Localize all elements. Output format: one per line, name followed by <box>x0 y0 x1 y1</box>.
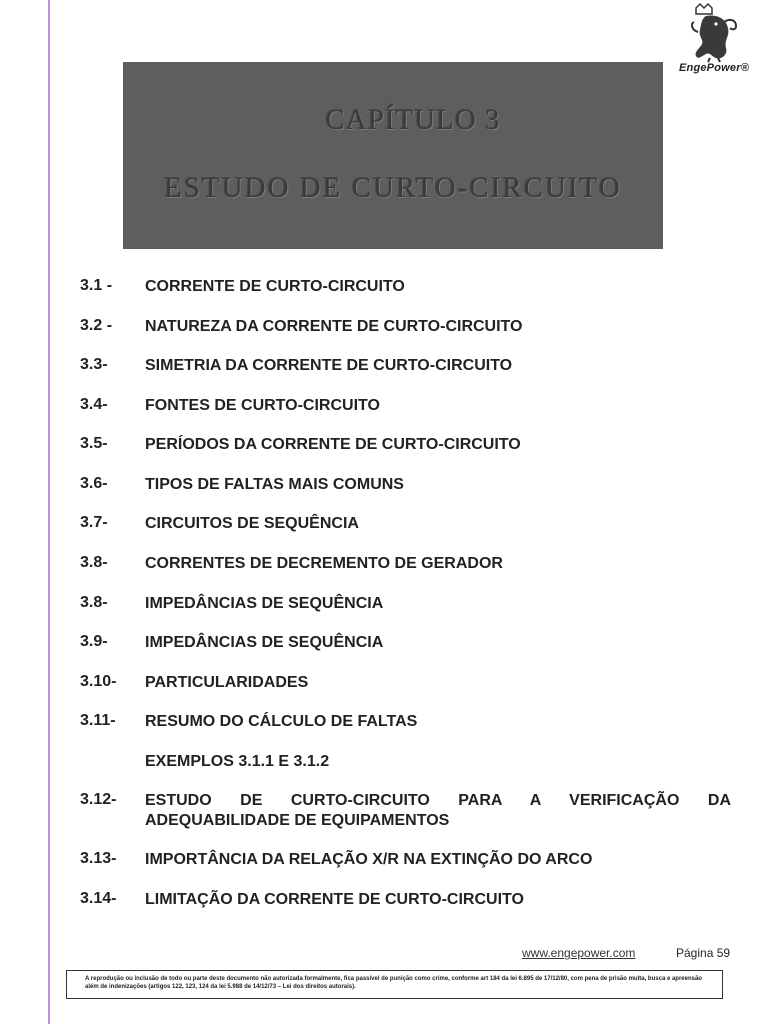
toc-title: ESTUDO DE CURTO-CIRCUITO PARA A VERIFICAÇÃO DA ADEQUABILIDADE DE EQUIPAMENTOS <box>145 792 731 829</box>
copyright-notice: A reprodução ou inclusão de todo ou parte deste documento não autorizada formalmente, fica passível de punição como crime, conforme art 184 da lei 6.895 de 17/12/80, com pena de prisão multa, busca e apreensão além de indenizações (artigos 122, 123, 124 da lei 5.988 de 14/12/73 – Lei dos direitos autorais). <box>66 970 723 999</box>
toc-number: 3.6- <box>80 475 108 492</box>
logo-text: EngePower® <box>678 62 749 74</box>
toc-number: 3.3- <box>80 356 108 373</box>
toc-title: IMPORTÂNCIA DA RELAÇÃO X/R NA EXTINÇÃO DO ARCO <box>145 851 593 868</box>
toc-title: PERÍODOS DA CORRENTE DE CURTO-CIRCUITO <box>145 436 521 453</box>
toc-number: 3.11- <box>80 712 116 729</box>
toc-number: 3.7- <box>80 514 108 531</box>
toc-title: CORRENTES DE DECREMENTO DE GERADOR <box>145 555 503 572</box>
toc-number: 3.1 - <box>80 277 113 294</box>
chapter-title: ESTUDO DE CURTO-CIRCUITO <box>164 172 622 204</box>
toc-title: CORRENTE DE CURTO-CIRCUITO <box>145 278 405 295</box>
toc-number: 3.12- <box>80 791 117 808</box>
toc-number: 3.9- <box>80 633 108 650</box>
toc-number: 3.4- <box>80 396 108 413</box>
lion-crest-icon <box>686 2 742 64</box>
toc-title: RESUMO DO CÁLCULO DE FALTAS <box>145 713 418 730</box>
website-link[interactable]: www.engepower.com <box>522 946 636 960</box>
engepower-logo <box>664 2 764 78</box>
toc-title: IMPEDÂNCIAS DE SEQUÊNCIA <box>145 595 384 612</box>
page-margin-line <box>48 0 50 1024</box>
toc-number: 3.14- <box>80 890 117 907</box>
toc-title: CIRCUITOS DE SEQUÊNCIA <box>145 515 359 532</box>
toc-title: NATUREZA DA CORRENTE DE CURTO-CIRCUITO <box>145 318 523 335</box>
chapter-banner <box>123 62 663 249</box>
toc-number: 3.8- <box>80 554 108 571</box>
toc-title: PARTICULARIDADES <box>145 674 309 691</box>
toc-title: IMPEDÂNCIAS DE SEQUÊNCIA <box>145 634 384 651</box>
toc-title: FONTES DE CURTO-CIRCUITO <box>145 397 380 414</box>
toc-title: EXEMPLOS 3.1.1 E 3.1.2 <box>145 753 330 770</box>
toc-title: LIMITAÇÃO DA CORRENTE DE CURTO-CIRCUITO <box>145 891 524 908</box>
chapter-number: CAPÍTULO 3 <box>325 104 501 136</box>
toc-title: TIPOS DE FALTAS MAIS COMUNS <box>145 476 404 493</box>
toc-title: SIMETRIA DA CORRENTE DE CURTO-CIRCUITO <box>145 357 513 374</box>
page-number: Página 59 <box>676 946 731 960</box>
toc-number: 3.2 - <box>80 317 113 334</box>
toc-number: 3.10- <box>80 673 117 690</box>
toc-number: 3.8- <box>80 594 108 611</box>
toc-number: 3.5- <box>80 435 108 452</box>
toc-number: 3.13- <box>80 850 117 867</box>
